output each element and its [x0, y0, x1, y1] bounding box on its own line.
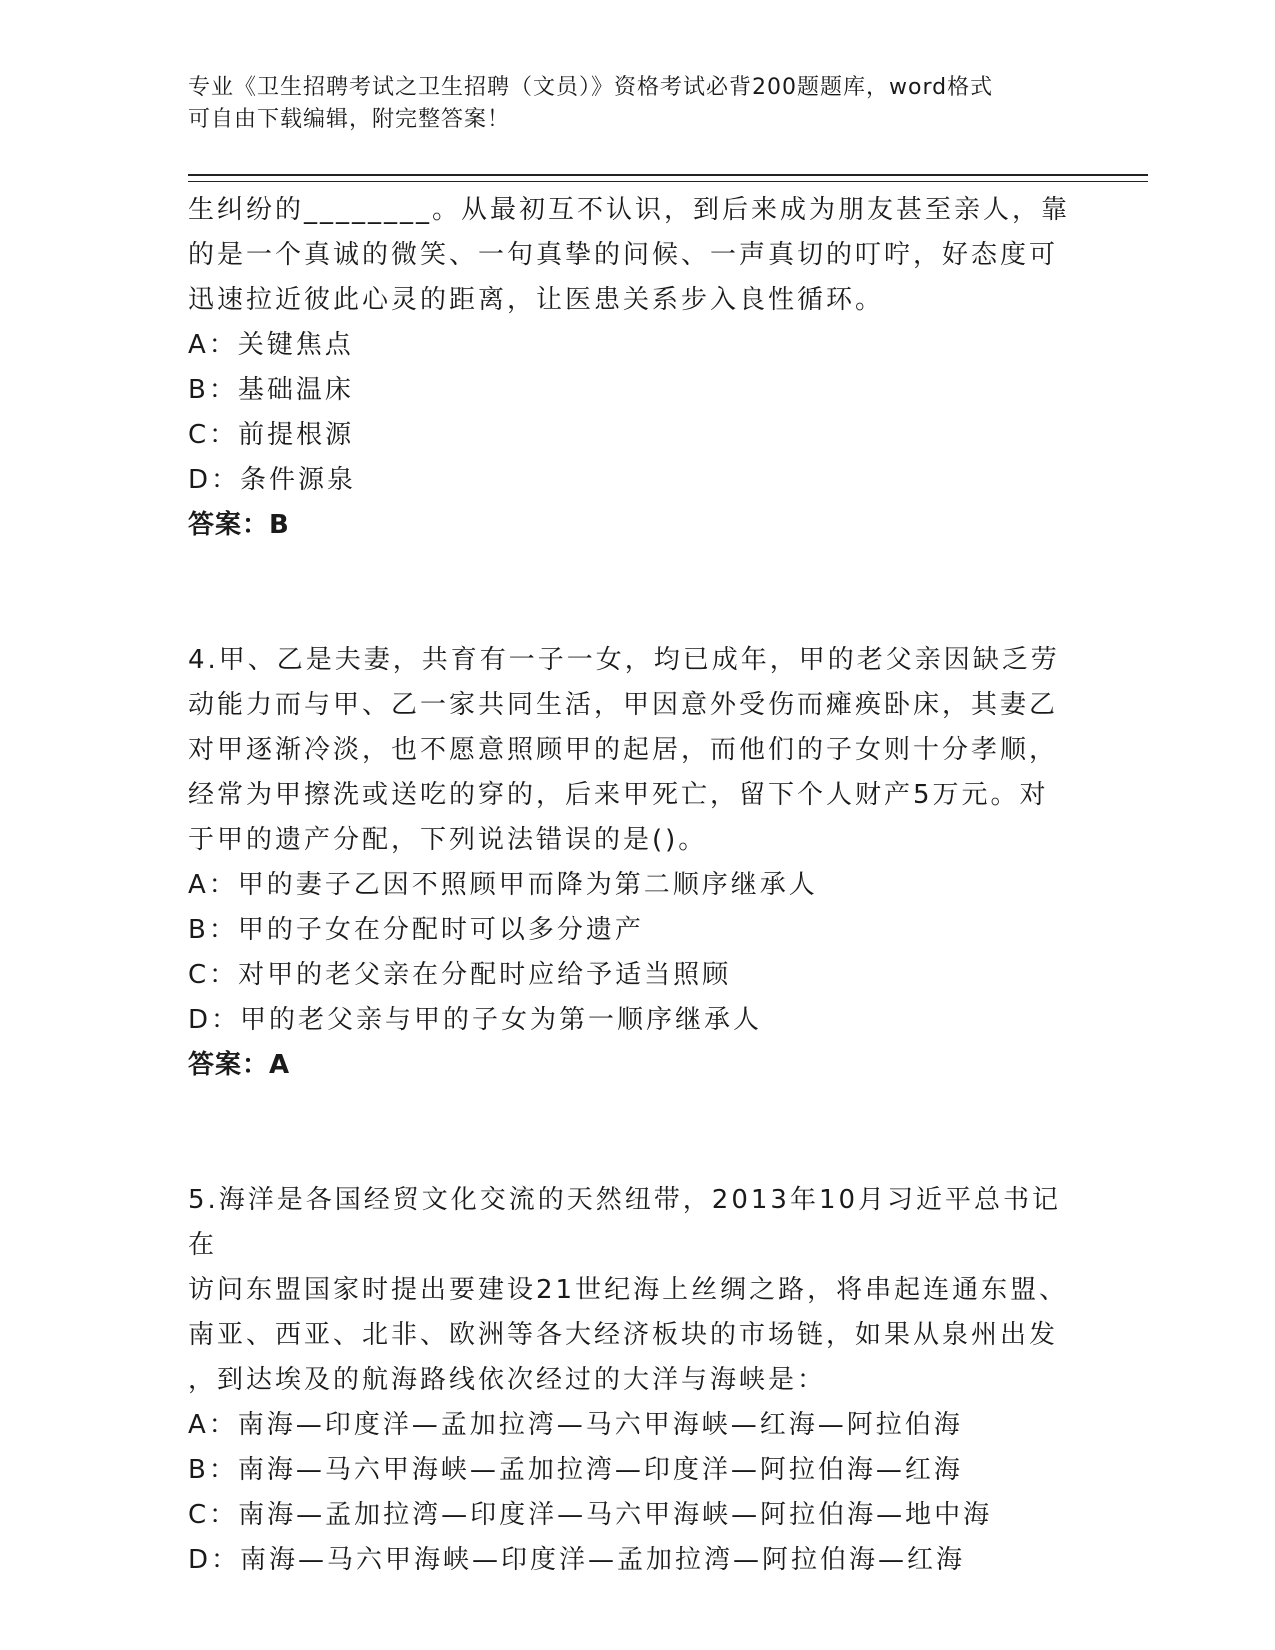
question-5 [188, 1178, 1088, 1583]
question-spacer [188, 1088, 1088, 1178]
question-4 [188, 638, 1088, 1088]
question-3-option-a: A：关键焦点 [188, 330, 354, 360]
question-3 [188, 188, 1088, 548]
question-4-option-d: D：甲的老父亲与甲的子女为第一顺序继承人 [188, 1005, 763, 1035]
question-3-text-line: 生纠纷的________。从最初互不认识，到后来成为朋友甚至亲人，靠 [188, 195, 1071, 225]
question-5-text-line: 南亚、西亚、北非、欧洲等各大经济板块的市场链，如果从泉州出发 [188, 1320, 1059, 1350]
question-spacer [188, 548, 1088, 638]
question-4-option-a: A：甲的妻子乙因不照顾甲而降为第二顺序继承人 [188, 870, 818, 900]
question-content [188, 188, 1088, 1583]
question-4-text-line: 动能力而与甲、乙一家共同生活，甲因意外受伤而瘫痪卧床，其妻乙 [188, 690, 1059, 720]
question-5-text-line: ，到达埃及的航海路线依次经过的大洋与海峡是： [188, 1365, 827, 1395]
page-header [188, 72, 1088, 136]
question-4-answer: 答案：A [188, 1050, 291, 1080]
question-3-option-d: D：条件源泉 [188, 465, 357, 495]
header-divider-thin [188, 181, 1148, 182]
question-5-text-line: 访问东盟国家时提出要建设21世纪海上丝绸之路，将串起连通东盟、 [188, 1275, 1069, 1305]
question-4-text-line: 经常为甲擦洗或送吃的穿的，后来甲死亡，留下个人财产5万元。对 [188, 780, 1049, 810]
question-3-option-c: C：前提根源 [188, 420, 355, 450]
question-4-option-b: B：甲的子女在分配时可以多分遗产 [188, 915, 644, 945]
question-3-text-line: 迅速拉近彼此心灵的距离，让医患关系步入良性循环。 [188, 285, 885, 315]
question-5-option-b: B：南海—马六甲海峡—孟加拉湾—印度洋—阿拉伯海—红海 [188, 1455, 963, 1485]
question-5-option-a: A：南海—印度洋—孟加拉湾—马六甲海峡—红海—阿拉伯海 [188, 1410, 963, 1440]
question-5-text-line: 5.海洋是各国经贸文化交流的天然纽带，2013年10月习近平总书记在 [188, 1185, 1062, 1260]
question-5-option-d: D：南海—马六甲海峡—印度洋—孟加拉湾—阿拉伯海—红海 [188, 1545, 966, 1575]
question-3-answer: 答案：B [188, 510, 290, 540]
header-title-line-2: 可自由下载编辑，附完整答案！ [188, 107, 511, 132]
header-title-line-1: 专业《卫生招聘考试之卫生招聘（文员）》资格考试必背200题题库，word格式 [188, 75, 994, 100]
question-5-option-c: C：南海—孟加拉湾—印度洋—马六甲海峡—阿拉伯海—地中海 [188, 1500, 993, 1530]
question-4-text-line: 于甲的遗产分配，下列说法错误的是()。 [188, 825, 708, 855]
question-3-text-line: 的是一个真诚的微笑、一句真挚的问候、一声真切的叮咛，好态度可 [188, 240, 1059, 270]
header-divider-thick [188, 174, 1148, 176]
question-4-option-c: C：对甲的老父亲在分配时应给予适当照顾 [188, 960, 732, 990]
question-4-text-line: 对甲逐渐冷淡，也不愿意照顾甲的起居，而他们的子女则十分孝顺， [188, 735, 1059, 765]
question-4-text-line: 4.甲、乙是夫妻，共育有一子一女，均已成年，甲的老父亲因缺乏劳 [188, 645, 1060, 675]
question-3-option-b: B：基础温床 [188, 375, 354, 405]
